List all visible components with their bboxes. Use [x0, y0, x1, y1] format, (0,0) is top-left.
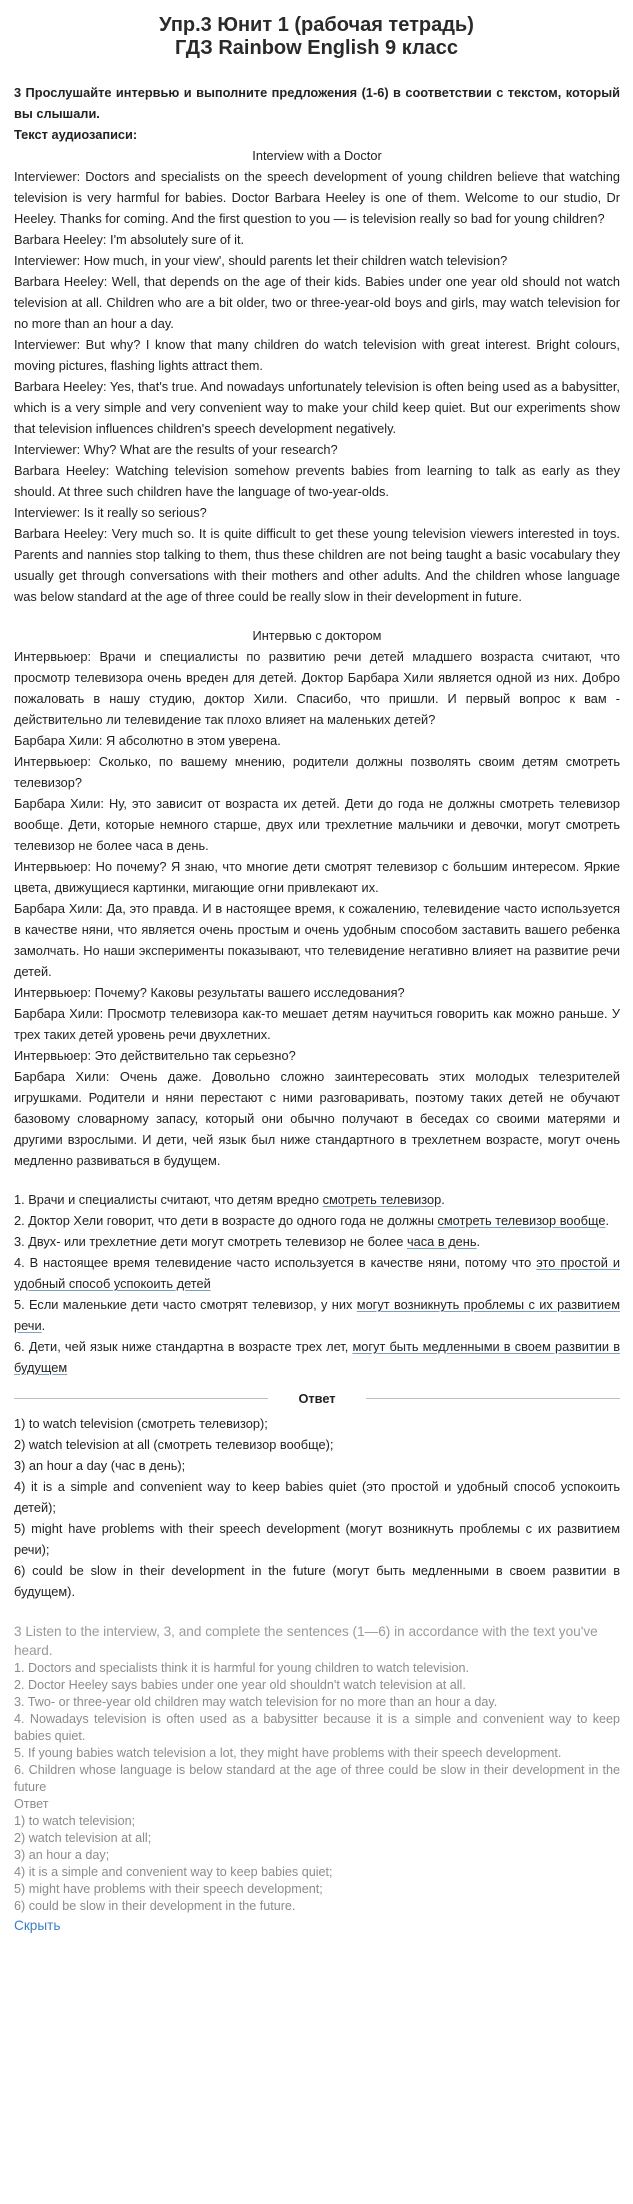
answer-item: 2) watch television at all (смотреть телевизор вообще); — [14, 1437, 334, 1452]
interview-en-line: Interviewer: But why? I know that many children do watch television with great interest. Bright colours, moving pictures, flashing lights attract them. — [14, 337, 620, 373]
title-line-1: Упр.3 Юнит 1 (рабочая тетрадь) — [159, 14, 474, 36]
transcript-label: Текст аудиозаписи: — [14, 127, 138, 142]
interview-en-line: Barbara Heeley: Yes, that's true. And nowadays unfortunately television is often being used as a babysitter, which is a very simple and very convenient way to make your child keep quiet. But our experiments show that television influences children's speech development negatively. — [14, 379, 620, 436]
sentence-ru: 5. Если маленькие дети часто смотрят телевизор, у них могут возникнуть проблемы с их развитием речи. — [14, 1297, 620, 1333]
interview-ru-line: Интервьюер: Но почему? Я знаю, что многие дети смотрят телевизор с большим интересом. Яркие цвета, движущиеся картинки, мигающие огни привлекают их. — [14, 859, 620, 895]
interview-ru-title: Интервью с доктором — [252, 628, 382, 643]
english-answer: 3) an hour a day; — [14, 1848, 110, 1862]
english-sentence: 5. If young babies watch television a lot, they might have problems with their speech development. — [14, 1746, 562, 1760]
interview-ru-line: Барбара Хили: Просмотр телевизора как-то мешает детям научиться говорить как можно раньше. У трех таких детей уровень речи двухлетних. — [14, 1006, 620, 1042]
interview-en-line: Barbara Heeley: I'm absolutely sure of it. — [14, 232, 245, 247]
answer-underline: смотреть телевизор вообще — [437, 1213, 606, 1228]
interview-ru-line: Интервьюер: Врачи и специалисты по развитию речи детей младшего возраста считают, что просмотр телевизора очень вреден для детей. Доктор Барбара Хили является одной из них. Добро пожаловать в нашу студию, доктор Хили. Спасибо, что пришли. И первый вопрос к вам - действительно ли телевидение так плохо влияет на маленьких детей? — [14, 649, 620, 727]
answer-underline: часа в день — [407, 1234, 477, 1249]
task-instruction: 3 Прослушайте интервью и выполните предложения (1-6) в соответствии с текстом, который вы слышали. — [14, 85, 620, 121]
interview-en-line: Barbara Heeley: Very much so. It is quite difficult to get these young television viewers interested in toys. Parents and nannies stop talking to them, thus these children are not being taught a basic vocabulary they usually get through conversations with their mothers and other adults. And the children whose language was below standard at the age of three could be really slow in their development in future. — [14, 526, 620, 604]
answer-label: Ответ — [298, 1391, 336, 1406]
answer-item: 4) it is a simple and convenient way to keep babies quiet (это простой и удобный способ успокоить детей); — [14, 1479, 620, 1515]
interview-ru — [14, 646, 620, 1171]
sentence-ru: 6. Дети, чей язык ниже стандартна в возрасте трех лет, могут быть медленными в своем развитии в будущем — [14, 1339, 621, 1375]
english-task-instruction: 3 Listen to the interview, 3, and complete the sentences (1—6) in accordance with the text you've heard. — [14, 1624, 598, 1658]
answer-item: 5) might have problems with their speech development (могут возникнуть проблемы с их развитием речи); — [14, 1521, 620, 1557]
answer-item: 3) an hour a day (час в день); — [14, 1458, 186, 1473]
english-answer: 1) to watch television; — [14, 1814, 136, 1828]
english-sentence: 2. Doctor Heeley says babies under one year old shouldn't watch television at all. — [14, 1678, 466, 1692]
english-answer-label: Ответ — [14, 1797, 49, 1811]
sentence-ru: 2. Доктор Хели говорит, что дети в возрасте до одного года не должны смотреть телевизор вообще. — [14, 1213, 610, 1228]
hide-link[interactable]: Скрыть — [14, 1918, 61, 1933]
interview-en-line: Interviewer: Why? What are the results of your research? — [14, 442, 338, 457]
answer-underline: смотреть телевизор — [322, 1192, 442, 1207]
interview-en-line: Interviewer: How much, in your view', should parents let their children watch television? — [14, 253, 508, 268]
interview-ru-line: Барбара Хили: Я абсолютно в этом уверена. — [14, 733, 281, 748]
title-line-2: ГДЗ Rainbow English 9 класс — [174, 37, 459, 59]
answer-underline: могут возникнуть проблемы с их развитием речи — [14, 1297, 620, 1333]
answer-divider — [14, 1388, 620, 1409]
english-answer: 5) might have problems with their speech development; — [14, 1882, 323, 1896]
answer-underline: это простой и удобный способ успокоить детей — [14, 1255, 621, 1291]
interview-ru-line: Интервьюер: Почему? Каковы результаты вашего исследования? — [14, 985, 405, 1000]
sentence-ru: 4. В настоящее время телевидение часто используется в качестве няни, потому что это простой и удобный способ успокоить детей — [14, 1255, 621, 1291]
answer-item: 1) to watch television (смотреть телевизор); — [14, 1416, 268, 1431]
content — [0, 82, 633, 1936]
english-answer: 6) could be slow in their development in the future. — [14, 1899, 296, 1913]
english-task — [14, 1622, 620, 1915]
interview-en-line: Barbara Heeley: Well, that depends on the age of their kids. Babies under one year old should not watch television at all. Children who are a bit older, two or three-year-old boys and girls, may watch television for no more than an hour a day. — [14, 274, 620, 331]
answer-underline: могут быть медленными в своем развитии в будущем — [14, 1339, 621, 1375]
sentence-ru: 3. Двух- или трехлетние дети могут смотреть телевизор не более часа в день. — [14, 1234, 481, 1249]
interview-en-line: Interviewer: Is it really so serious? — [14, 505, 207, 520]
sentences-ru — [14, 1189, 620, 1378]
interview-en-title: Interview with a Doctor — [252, 148, 382, 163]
answer-list — [14, 1413, 620, 1602]
interview-ru-line: Барбара Хили: Да, это правда. И в настоящее время, к сожалению, телевидение часто используется в качестве няни, что является очень простым и очень удобным способом заставить вашего ребенка замолчать. Но наши эксперименты показывают, что телевидение негативно влияет на развитие речи детей. — [14, 901, 620, 979]
interview-en-line: Barbara Heeley: Watching television somehow prevents babies from learning to talk as early as they should. At three such children have the language of two-year-olds. — [14, 463, 620, 499]
interview-en — [14, 166, 620, 607]
interview-ru-line: Интервьюер: Сколько, по вашему мнению, родители должны позволять своим детям смотреть телевизор? — [14, 754, 620, 790]
english-sentence: 3. Two- or three-year old children may watch television for no more than an hour a day. — [14, 1695, 498, 1709]
english-answer: 4) it is a simple and convenient way to keep babies quiet; — [14, 1865, 333, 1879]
interview-ru-line: Барбара Хили: Очень даже. Довольно сложно заинтересовать этих молодых телезрителей игрушками. Родители и няни перестают с ними разговаривать, поэтому таких детей не обучают базовому словарному запасу, который они обычно получают в беседах со своими матерями и другими взрослыми. И дети, чей язык был ниже стандартного в трехлетнем возрасте, могут очень медленно развиваться в будущем. — [14, 1069, 620, 1168]
page-title — [0, 0, 633, 60]
english-sentence: 4. Nowadays television is often used as a babysitter because it is a simple and convenient way to keep babies quiet. — [14, 1712, 620, 1743]
interview-en-line: Interviewer: Doctors and specialists on the speech development of young children believe that watching television is very harmful for babies. Doctor Barbara Heeley is one of them. Welcome to our studio, Dr Heeley. Thanks for coming. And the first question to you — is television really so bad for young children? — [14, 169, 620, 226]
sentence-ru: 1. Врачи и специалисты считают, что детям вредно смотреть телевизор. — [14, 1192, 445, 1207]
english-sentence: 6. Children whose language is below standard at the age of three could be slow in their development in the future — [14, 1763, 620, 1794]
english-sentence: 1. Doctors and specialists think it is harmful for young children to watch television. — [14, 1661, 469, 1675]
english-answer: 2) watch television at all; — [14, 1831, 152, 1845]
interview-ru-line: Барбара Хили: Ну, это зависит от возраста их детей. Дети до года не должны смотреть телевизор вообще. Дети, которые немного старше, двух или трехлетние мальчики и девочки, могут смотреть телевизор не более часа в день. — [14, 796, 620, 853]
answer-item: 6) could be slow in their development in the future (могут быть медленными в своем развитии в будущем). — [14, 1563, 620, 1599]
interview-ru-line: Интервьюер: Это действительно так серьезно? — [14, 1048, 296, 1063]
